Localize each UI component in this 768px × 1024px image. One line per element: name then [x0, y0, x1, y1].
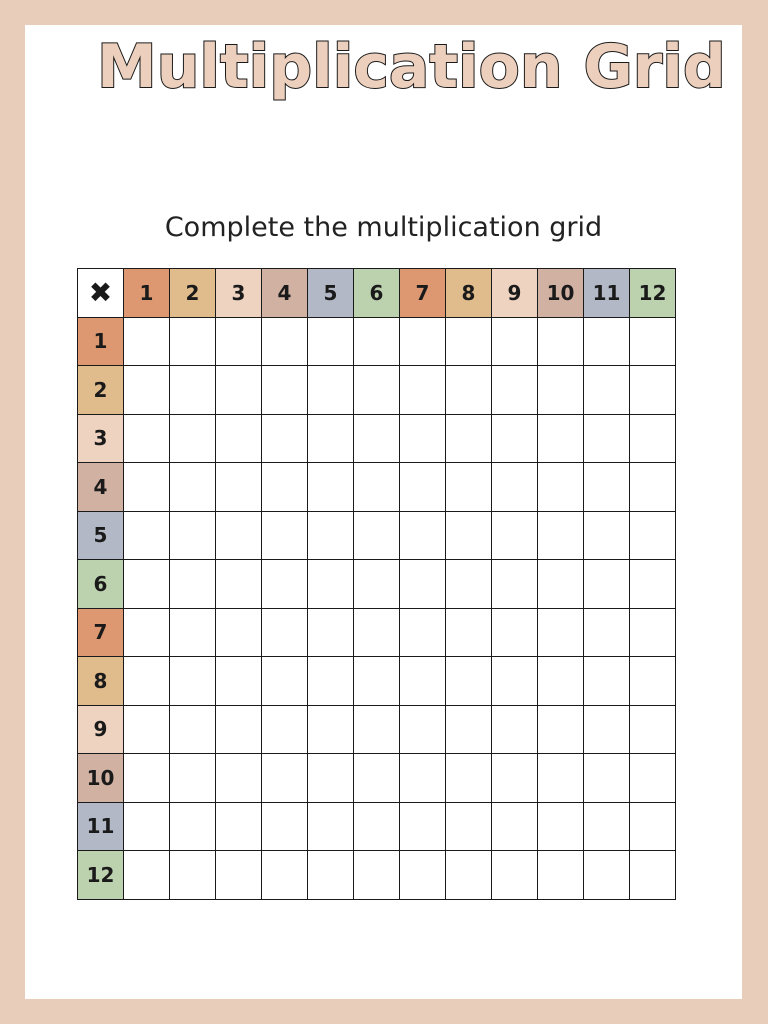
answer-cell[interactable] — [400, 414, 446, 463]
answer-cell[interactable] — [584, 851, 630, 900]
grid-row — [78, 657, 676, 706]
row-header: 8 — [78, 657, 124, 706]
column-header: 7 — [400, 269, 446, 318]
answer-cell[interactable] — [354, 608, 400, 657]
answer-cell[interactable] — [308, 657, 354, 706]
answer-cell[interactable] — [584, 657, 630, 706]
grid-row — [78, 705, 676, 754]
answer-cell[interactable] — [354, 366, 400, 415]
answer-cell[interactable] — [584, 366, 630, 415]
answer-cell[interactable] — [308, 414, 354, 463]
answer-cell[interactable] — [446, 657, 492, 706]
answer-cell[interactable] — [308, 754, 354, 803]
answer-cell[interactable] — [538, 754, 584, 803]
answer-cell[interactable] — [124, 463, 170, 512]
answer-cell[interactable] — [308, 560, 354, 609]
answer-cell[interactable] — [400, 705, 446, 754]
answer-cell[interactable] — [538, 414, 584, 463]
answer-cell[interactable] — [446, 608, 492, 657]
answer-cell[interactable] — [216, 657, 262, 706]
answer-cell[interactable] — [354, 754, 400, 803]
answer-cell[interactable] — [262, 657, 308, 706]
answer-cell[interactable] — [400, 511, 446, 560]
answer-cell[interactable] — [492, 608, 538, 657]
answer-cell[interactable] — [584, 754, 630, 803]
answer-cell[interactable] — [170, 511, 216, 560]
answer-cell[interactable] — [538, 463, 584, 512]
answer-cell[interactable] — [492, 463, 538, 512]
answer-cell[interactable] — [630, 851, 676, 900]
answer-cell[interactable] — [216, 317, 262, 366]
row-header: 7 — [78, 608, 124, 657]
answer-cell[interactable] — [170, 414, 216, 463]
answer-cell[interactable] — [262, 851, 308, 900]
answer-cell[interactable] — [630, 560, 676, 609]
column-header: 3 — [216, 269, 262, 318]
answer-cell[interactable] — [492, 754, 538, 803]
answer-cell[interactable] — [124, 851, 170, 900]
answer-cell[interactable] — [124, 657, 170, 706]
row-header: 9 — [78, 705, 124, 754]
row-header: 10 — [78, 754, 124, 803]
answer-cell[interactable] — [584, 511, 630, 560]
answer-cell[interactable] — [170, 317, 216, 366]
answer-cell[interactable] — [216, 511, 262, 560]
answer-cell[interactable] — [262, 802, 308, 851]
answer-cell[interactable] — [400, 608, 446, 657]
answer-cell[interactable] — [124, 608, 170, 657]
header-row — [78, 269, 676, 318]
answer-cell[interactable] — [400, 802, 446, 851]
answer-cell[interactable] — [170, 851, 216, 900]
grid-row — [78, 511, 676, 560]
answer-cell[interactable] — [492, 851, 538, 900]
answer-cell[interactable] — [216, 705, 262, 754]
row-header: 2 — [78, 366, 124, 415]
row-header: 4 — [78, 463, 124, 512]
answer-cell[interactable] — [308, 511, 354, 560]
page-title: Multiplication Grid — [97, 32, 726, 102]
column-header: 9 — [492, 269, 538, 318]
answer-cell[interactable] — [630, 317, 676, 366]
grid-row — [78, 463, 676, 512]
column-header: 6 — [354, 269, 400, 318]
row-header: 1 — [78, 317, 124, 366]
answer-cell[interactable] — [262, 366, 308, 415]
worksheet-page — [25, 25, 742, 999]
answer-cell[interactable] — [354, 414, 400, 463]
answer-cell[interactable] — [400, 851, 446, 900]
column-header: 2 — [170, 269, 216, 318]
answer-cell[interactable] — [492, 657, 538, 706]
answer-cell[interactable] — [262, 754, 308, 803]
grid-row — [78, 851, 676, 900]
answer-cell[interactable] — [216, 608, 262, 657]
answer-cell[interactable] — [492, 705, 538, 754]
column-header: 1 — [124, 269, 170, 318]
answer-cell[interactable] — [538, 851, 584, 900]
answer-cell[interactable] — [216, 366, 262, 415]
answer-cell[interactable] — [124, 317, 170, 366]
answer-cell[interactable] — [124, 560, 170, 609]
answer-cell[interactable] — [308, 366, 354, 415]
answer-cell[interactable] — [308, 317, 354, 366]
answer-cell[interactable] — [400, 657, 446, 706]
answer-cell[interactable] — [262, 560, 308, 609]
answer-cell[interactable] — [400, 317, 446, 366]
answer-cell[interactable] — [492, 802, 538, 851]
answer-cell[interactable] — [492, 560, 538, 609]
answer-cell[interactable] — [170, 705, 216, 754]
answer-cell[interactable] — [446, 317, 492, 366]
answer-cell[interactable] — [446, 851, 492, 900]
answer-cell[interactable] — [446, 463, 492, 512]
row-header: 12 — [78, 851, 124, 900]
answer-cell[interactable] — [354, 511, 400, 560]
answer-cell[interactable] — [492, 366, 538, 415]
answer-cell[interactable] — [630, 608, 676, 657]
answer-cell[interactable] — [492, 511, 538, 560]
answer-cell[interactable] — [308, 608, 354, 657]
answer-cell[interactable] — [400, 560, 446, 609]
answer-cell[interactable] — [170, 463, 216, 512]
answer-cell[interactable] — [400, 754, 446, 803]
column-header: 5 — [308, 269, 354, 318]
answer-cell[interactable] — [630, 657, 676, 706]
answer-cell[interactable] — [170, 608, 216, 657]
answer-cell[interactable] — [262, 608, 308, 657]
row-header: 6 — [78, 560, 124, 609]
answer-cell[interactable] — [538, 802, 584, 851]
answer-cell[interactable] — [216, 414, 262, 463]
answer-cell[interactable] — [262, 414, 308, 463]
answer-cell[interactable] — [262, 705, 308, 754]
answer-cell[interactable] — [446, 366, 492, 415]
multiply-icon: ✖ — [78, 269, 124, 318]
answer-cell[interactable] — [354, 851, 400, 900]
answer-cell[interactable] — [308, 463, 354, 512]
column-header: 11 — [584, 269, 630, 318]
answer-cell[interactable] — [630, 705, 676, 754]
answer-cell[interactable] — [446, 705, 492, 754]
grid-row — [78, 317, 676, 366]
answer-cell[interactable] — [216, 754, 262, 803]
answer-cell[interactable] — [124, 414, 170, 463]
answer-cell[interactable] — [354, 560, 400, 609]
answer-cell[interactable] — [538, 705, 584, 754]
answer-cell[interactable] — [354, 317, 400, 366]
grid-row — [78, 414, 676, 463]
answer-cell[interactable] — [538, 657, 584, 706]
answer-cell[interactable] — [124, 366, 170, 415]
answer-cell[interactable] — [538, 511, 584, 560]
answer-cell[interactable] — [354, 705, 400, 754]
answer-cell[interactable] — [216, 560, 262, 609]
row-header: 5 — [78, 511, 124, 560]
column-header: 10 — [538, 269, 584, 318]
answer-cell[interactable] — [124, 754, 170, 803]
instructions: Complete the multiplication grid — [164, 212, 603, 243]
answer-cell[interactable] — [538, 366, 584, 415]
column-header: 8 — [446, 269, 492, 318]
answer-cell[interactable] — [124, 802, 170, 851]
answer-cell[interactable] — [630, 754, 676, 803]
answer-cell[interactable] — [216, 851, 262, 900]
answer-cell[interactable] — [170, 560, 216, 609]
answer-cell[interactable] — [354, 802, 400, 851]
answer-cell[interactable] — [630, 414, 676, 463]
column-header: 4 — [262, 269, 308, 318]
answer-cell[interactable] — [538, 317, 584, 366]
answer-cell[interactable] — [446, 511, 492, 560]
multiplication-grid — [77, 268, 676, 900]
answer-cell[interactable] — [308, 851, 354, 900]
answer-cell[interactable] — [216, 802, 262, 851]
answer-cell[interactable] — [354, 657, 400, 706]
grid-row — [78, 802, 676, 851]
answer-cell[interactable] — [308, 705, 354, 754]
answer-cell[interactable] — [446, 802, 492, 851]
answer-cell[interactable] — [170, 657, 216, 706]
answer-cell[interactable] — [584, 705, 630, 754]
answer-cell[interactable] — [446, 414, 492, 463]
answer-cell[interactable] — [170, 754, 216, 803]
answer-cell[interactable] — [446, 754, 492, 803]
answer-cell[interactable] — [308, 802, 354, 851]
column-header: 12 — [630, 269, 676, 318]
answer-cell[interactable] — [124, 511, 170, 560]
answer-cell[interactable] — [170, 366, 216, 415]
answer-cell[interactable] — [262, 317, 308, 366]
answer-cell[interactable] — [630, 802, 676, 851]
answer-cell[interactable] — [584, 560, 630, 609]
answer-cell[interactable] — [400, 463, 446, 512]
grid-row — [78, 608, 676, 657]
grid-row — [78, 754, 676, 803]
row-header: 11 — [78, 802, 124, 851]
row-header: 3 — [78, 414, 124, 463]
answer-cell[interactable] — [124, 705, 170, 754]
answer-cell[interactable] — [170, 802, 216, 851]
answer-cell[interactable] — [446, 560, 492, 609]
answer-cell[interactable] — [538, 608, 584, 657]
answer-cell[interactable] — [584, 414, 630, 463]
answer-cell[interactable] — [584, 608, 630, 657]
answer-cell[interactable] — [492, 414, 538, 463]
answer-cell[interactable] — [630, 463, 676, 512]
answer-cell[interactable] — [584, 317, 630, 366]
answer-cell[interactable] — [216, 463, 262, 512]
answer-cell[interactable] — [538, 560, 584, 609]
answer-cell[interactable] — [262, 511, 308, 560]
answer-cell[interactable] — [630, 366, 676, 415]
answer-cell[interactable] — [584, 802, 630, 851]
answer-cell[interactable] — [400, 366, 446, 415]
grid-row — [78, 560, 676, 609]
answer-cell[interactable] — [492, 317, 538, 366]
answer-cell[interactable] — [584, 463, 630, 512]
grid-row — [78, 366, 676, 415]
answer-cell[interactable] — [630, 511, 676, 560]
answer-cell[interactable] — [354, 463, 400, 512]
answer-cell[interactable] — [262, 463, 308, 512]
